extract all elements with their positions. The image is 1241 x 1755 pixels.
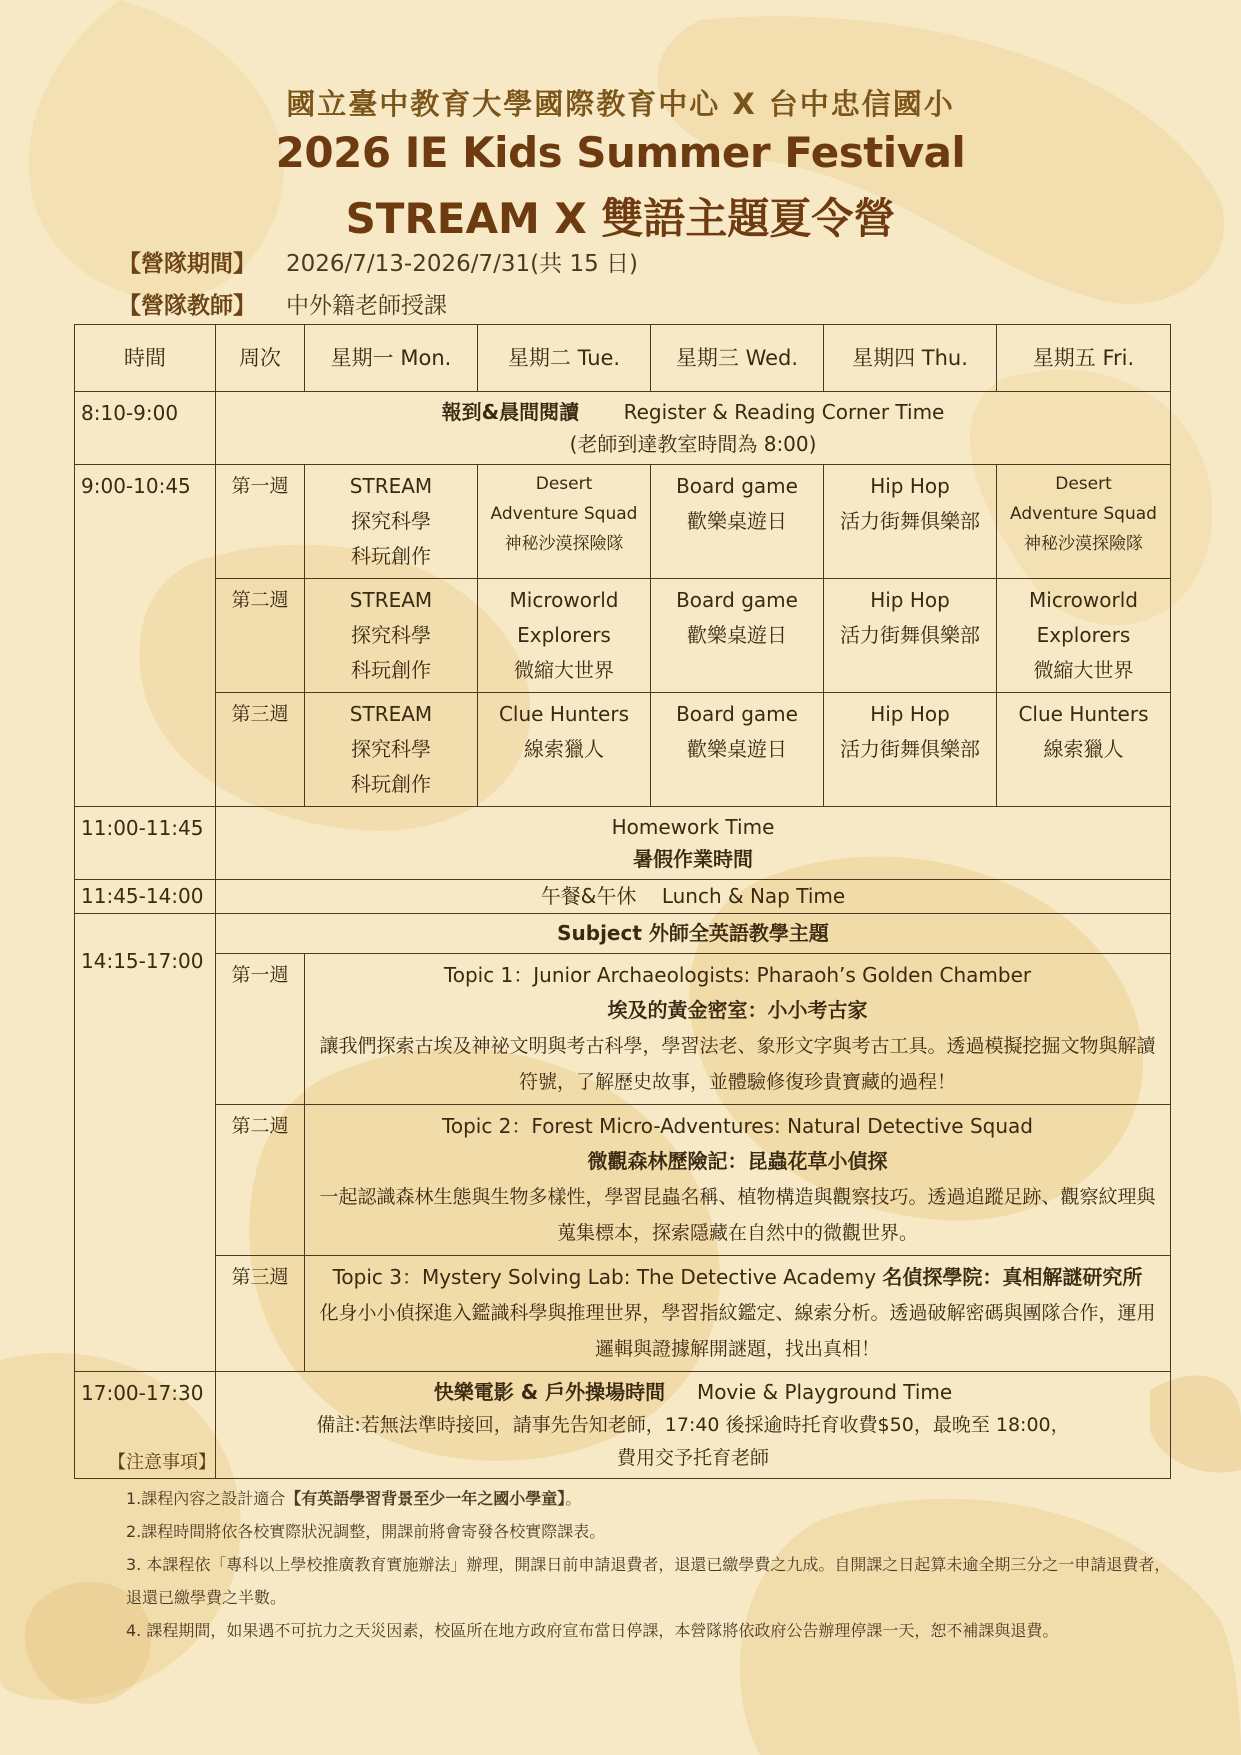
course-cell-thu bbox=[824, 579, 997, 693]
course-line: STREAM bbox=[349, 702, 433, 726]
course-line: 神秘沙漠探險隊 bbox=[504, 534, 624, 554]
course-cell-fri bbox=[997, 579, 1171, 693]
header-thu: 星期四 Thu. bbox=[824, 325, 997, 392]
week-label: 第一週 bbox=[216, 465, 305, 579]
topic-title-zh: 名偵探學院：真相解謎研究所 bbox=[882, 1265, 1143, 1289]
movie-spacer bbox=[672, 1380, 691, 1404]
course-line: 微縮大世界 bbox=[514, 658, 614, 682]
homework-zh: 暑假作業時間 bbox=[633, 847, 753, 871]
note-emphasis: 【有英語學習背景至少一年之國小學童】 bbox=[285, 1489, 566, 1508]
table-row-morning-week3 bbox=[75, 693, 1171, 807]
header-tue: 星期二 Tue. bbox=[478, 325, 651, 392]
camp-period bbox=[118, 245, 638, 278]
week-label: 第一週 bbox=[216, 954, 305, 1105]
period-label: 【營隊期間】 bbox=[118, 251, 256, 277]
topic-title-line bbox=[311, 1260, 1164, 1295]
table-row-morning-week2 bbox=[75, 579, 1171, 693]
course-cell-mon bbox=[305, 693, 478, 807]
festival-title: 2026 IE Kids Summer Festival bbox=[275, 128, 966, 177]
note-item: 4. 課程期間，如果遇不可抗力之天災因素，校區所在地方政府宣布當日停課，本營隊將依政府公告辦理停課一天，恕不補課與退費。 bbox=[126, 1621, 1059, 1640]
course-line: 神秘沙漠探險隊 bbox=[1024, 534, 1143, 554]
movie-title-en: Movie & Playground Time bbox=[696, 1380, 953, 1404]
table-row-morning-week1 bbox=[75, 465, 1171, 579]
time-cell: 11:45-14:00 bbox=[75, 880, 216, 914]
time-cell: 9:00-10:45 bbox=[75, 465, 216, 807]
table-row-topic1 bbox=[75, 954, 1171, 1105]
course-line: 活力街舞俱樂部 bbox=[840, 737, 980, 761]
course-line: Board game bbox=[676, 702, 798, 726]
course-line: STREAM bbox=[349, 474, 433, 498]
movie-note-line1: 備註:若無法準時接回，請事先告知老師，17:40 後採逾時托育收費$50，最晚至 18:00， bbox=[316, 1414, 1070, 1436]
course-line: 歡樂桌遊日 bbox=[687, 737, 787, 761]
topic-description: 化身小小偵探進入鑑識科學與推理世界，學習指紋鑑定、線索分析。透過破解密碼與團隊合作，運用邏輯與證據解開謎題，找出真相！ bbox=[319, 1302, 1156, 1360]
course-line: 探究科學 bbox=[351, 509, 431, 533]
teacher-value: 中外籍老師授課 bbox=[286, 293, 447, 319]
course-cell-wed bbox=[651, 465, 824, 579]
course-line: Hip Hop bbox=[870, 474, 950, 498]
note-text: 1.課程內容之設計適合 bbox=[126, 1489, 286, 1508]
course-line: Adventure Squad bbox=[490, 504, 638, 524]
homework-en: Homework Time bbox=[611, 815, 775, 839]
week-label: 第三週 bbox=[216, 693, 305, 807]
time-cell: 11:00-11:45 bbox=[75, 807, 216, 880]
notes-title: 【注意事項】 bbox=[108, 1452, 216, 1473]
checkin-en: Register & Reading Corner Time bbox=[623, 400, 945, 424]
homework-cell bbox=[216, 807, 1171, 880]
course-line: Microworld bbox=[1029, 588, 1138, 612]
course-line: 歡樂桌遊日 bbox=[687, 623, 787, 647]
table-header-row bbox=[75, 325, 1171, 392]
schedule-table bbox=[74, 324, 1171, 1479]
period-value: 2026/7/13-2026/7/31(共 15 日) bbox=[286, 251, 638, 277]
note-item: 2.課程時間將依各校實際狀況調整，開課前將會寄發各校實際課表。 bbox=[126, 1522, 606, 1541]
movie-note-line2: 費用交予托育老師 bbox=[616, 1447, 769, 1469]
table-row-topic2 bbox=[75, 1105, 1171, 1256]
course-line: Explorers bbox=[517, 623, 611, 647]
topic-description: 一起認識森林生態與生物多樣性，學習昆蟲名稱、植物構造與觀察技巧。透過追蹤足跡、觀察紋理與蒐集標本，探索隱藏在自然中的微觀世界。 bbox=[319, 1186, 1156, 1244]
topic-cell bbox=[305, 954, 1171, 1105]
header-time: 時間 bbox=[75, 325, 216, 392]
time-cell: 14:15-17:00 bbox=[75, 914, 216, 1372]
course-line: 科玩創作 bbox=[351, 544, 431, 568]
checkin-note: (老師到達教室時間為 8:00) bbox=[569, 432, 817, 456]
note-item bbox=[112, 1482, 1172, 1515]
table-row-subject bbox=[75, 914, 1171, 954]
course-line: 歡樂桌遊日 bbox=[687, 509, 787, 533]
course-line: Board game bbox=[676, 474, 798, 498]
topic-title-en: Topic 2：Forest Micro-Adventures: Natural Detective Squad bbox=[442, 1114, 1033, 1138]
course-cell-thu bbox=[824, 465, 997, 579]
course-line: Explorers bbox=[1036, 623, 1131, 647]
course-line: 科玩創作 bbox=[351, 658, 431, 682]
table-row-checkin bbox=[75, 392, 1171, 465]
table-row-lunch bbox=[75, 880, 1171, 914]
topic-title-en: Topic 3：Mystery Solving Lab: The Detective Academy bbox=[332, 1265, 877, 1289]
table-row-topic3 bbox=[75, 1256, 1171, 1372]
camp-teacher bbox=[118, 287, 447, 320]
course-cell-thu bbox=[824, 693, 997, 807]
note-item: 3. 本課程依「專科以上學校推廣教育實施辦法」辦理，開課日前申請退費者，退還已繳學費之九成。自開課之日起算未逾全期三分之一申請退費者，退還已繳學費之半數。 bbox=[126, 1555, 1171, 1607]
time-cell: 8:10-9:00 bbox=[75, 392, 216, 465]
table-row-homework bbox=[75, 807, 1171, 880]
course-cell-tue bbox=[478, 465, 651, 579]
course-line: Desert bbox=[1055, 474, 1112, 494]
course-line: STREAM bbox=[349, 588, 433, 612]
course-line: 微縮大世界 bbox=[1033, 658, 1134, 682]
topic-cell bbox=[305, 1256, 1171, 1372]
course-line: Clue Hunters bbox=[1018, 702, 1149, 726]
course-line: Clue Hunters bbox=[498, 702, 630, 726]
course-line: Desert bbox=[535, 474, 593, 494]
topic-description: 讓我們探索古埃及神祕文明與考古科學，學習法老、象形文字與考古工具。透過模擬挖掘文物與解讀符號，了解歷史故事，並體驗修復珍貴寶藏的過程！ bbox=[319, 1035, 1156, 1093]
organizer-title: 國立臺中教育大學國際教育中心 X 台中忠信國小 bbox=[286, 87, 955, 121]
note-text: 。 bbox=[565, 1489, 582, 1508]
course-cell-wed bbox=[651, 579, 824, 693]
topic-title-zh: 微觀森林歷險記：昆蟲花草小偵探 bbox=[587, 1149, 888, 1173]
checkin-cell bbox=[216, 392, 1171, 465]
course-line: 科玩創作 bbox=[351, 772, 431, 796]
topic-title-zh: 埃及的黃金密室：小小考古家 bbox=[607, 998, 868, 1022]
notes-section bbox=[108, 1448, 1172, 1647]
topic-cell bbox=[305, 1105, 1171, 1256]
course-cell-wed bbox=[651, 693, 824, 807]
topic-title-en: Topic 1：Junior Archaeologists: Pharaoh’s Golden Chamber bbox=[443, 963, 1032, 987]
course-line: 活力街舞俱樂部 bbox=[840, 509, 980, 533]
course-line: Microworld bbox=[509, 588, 619, 612]
course-line: 探究科學 bbox=[351, 737, 431, 761]
checkin-spacer bbox=[585, 400, 617, 424]
subject-cell: Subject 外師全英語教學主題 bbox=[216, 914, 1171, 954]
week-label: 第二週 bbox=[216, 1105, 305, 1256]
course-cell-fri bbox=[997, 465, 1171, 579]
course-cell-mon bbox=[305, 465, 478, 579]
course-line: Adventure Squad bbox=[1010, 504, 1157, 524]
header-week: 周次 bbox=[216, 325, 305, 392]
week-label: 第二週 bbox=[216, 579, 305, 693]
course-cell-tue bbox=[478, 693, 651, 807]
header-fri: 星期五 Fri. bbox=[997, 325, 1171, 392]
course-line: 探究科學 bbox=[351, 623, 431, 647]
course-line: 線索獵人 bbox=[524, 737, 604, 761]
week-label: 第三週 bbox=[216, 1256, 305, 1372]
header-wed: 星期三 Wed. bbox=[651, 325, 824, 392]
course-line: Board game bbox=[676, 588, 798, 612]
course-cell-mon bbox=[305, 579, 478, 693]
header-mon: 星期一 Mon. bbox=[305, 325, 478, 392]
course-cell-fri bbox=[997, 693, 1171, 807]
course-cell-tue bbox=[478, 579, 651, 693]
camp-title: STREAM X 雙語主題夏令營 bbox=[345, 194, 896, 243]
lunch-cell: 午餐&午休 Lunch & Nap Time bbox=[216, 880, 1171, 914]
checkin-zh: 報到&晨間閱讀 bbox=[441, 400, 580, 424]
course-line: Hip Hop bbox=[870, 702, 950, 726]
movie-title-zh: 快樂電影 & 戶外操場時間 bbox=[433, 1380, 666, 1404]
time-cell: 17:00-17:30 bbox=[75, 1372, 216, 1479]
course-line: Hip Hop bbox=[870, 588, 950, 612]
course-line: 線索獵人 bbox=[1043, 737, 1124, 761]
course-line: 活力街舞俱樂部 bbox=[840, 623, 980, 647]
teacher-label: 【營隊教師】 bbox=[118, 293, 256, 319]
